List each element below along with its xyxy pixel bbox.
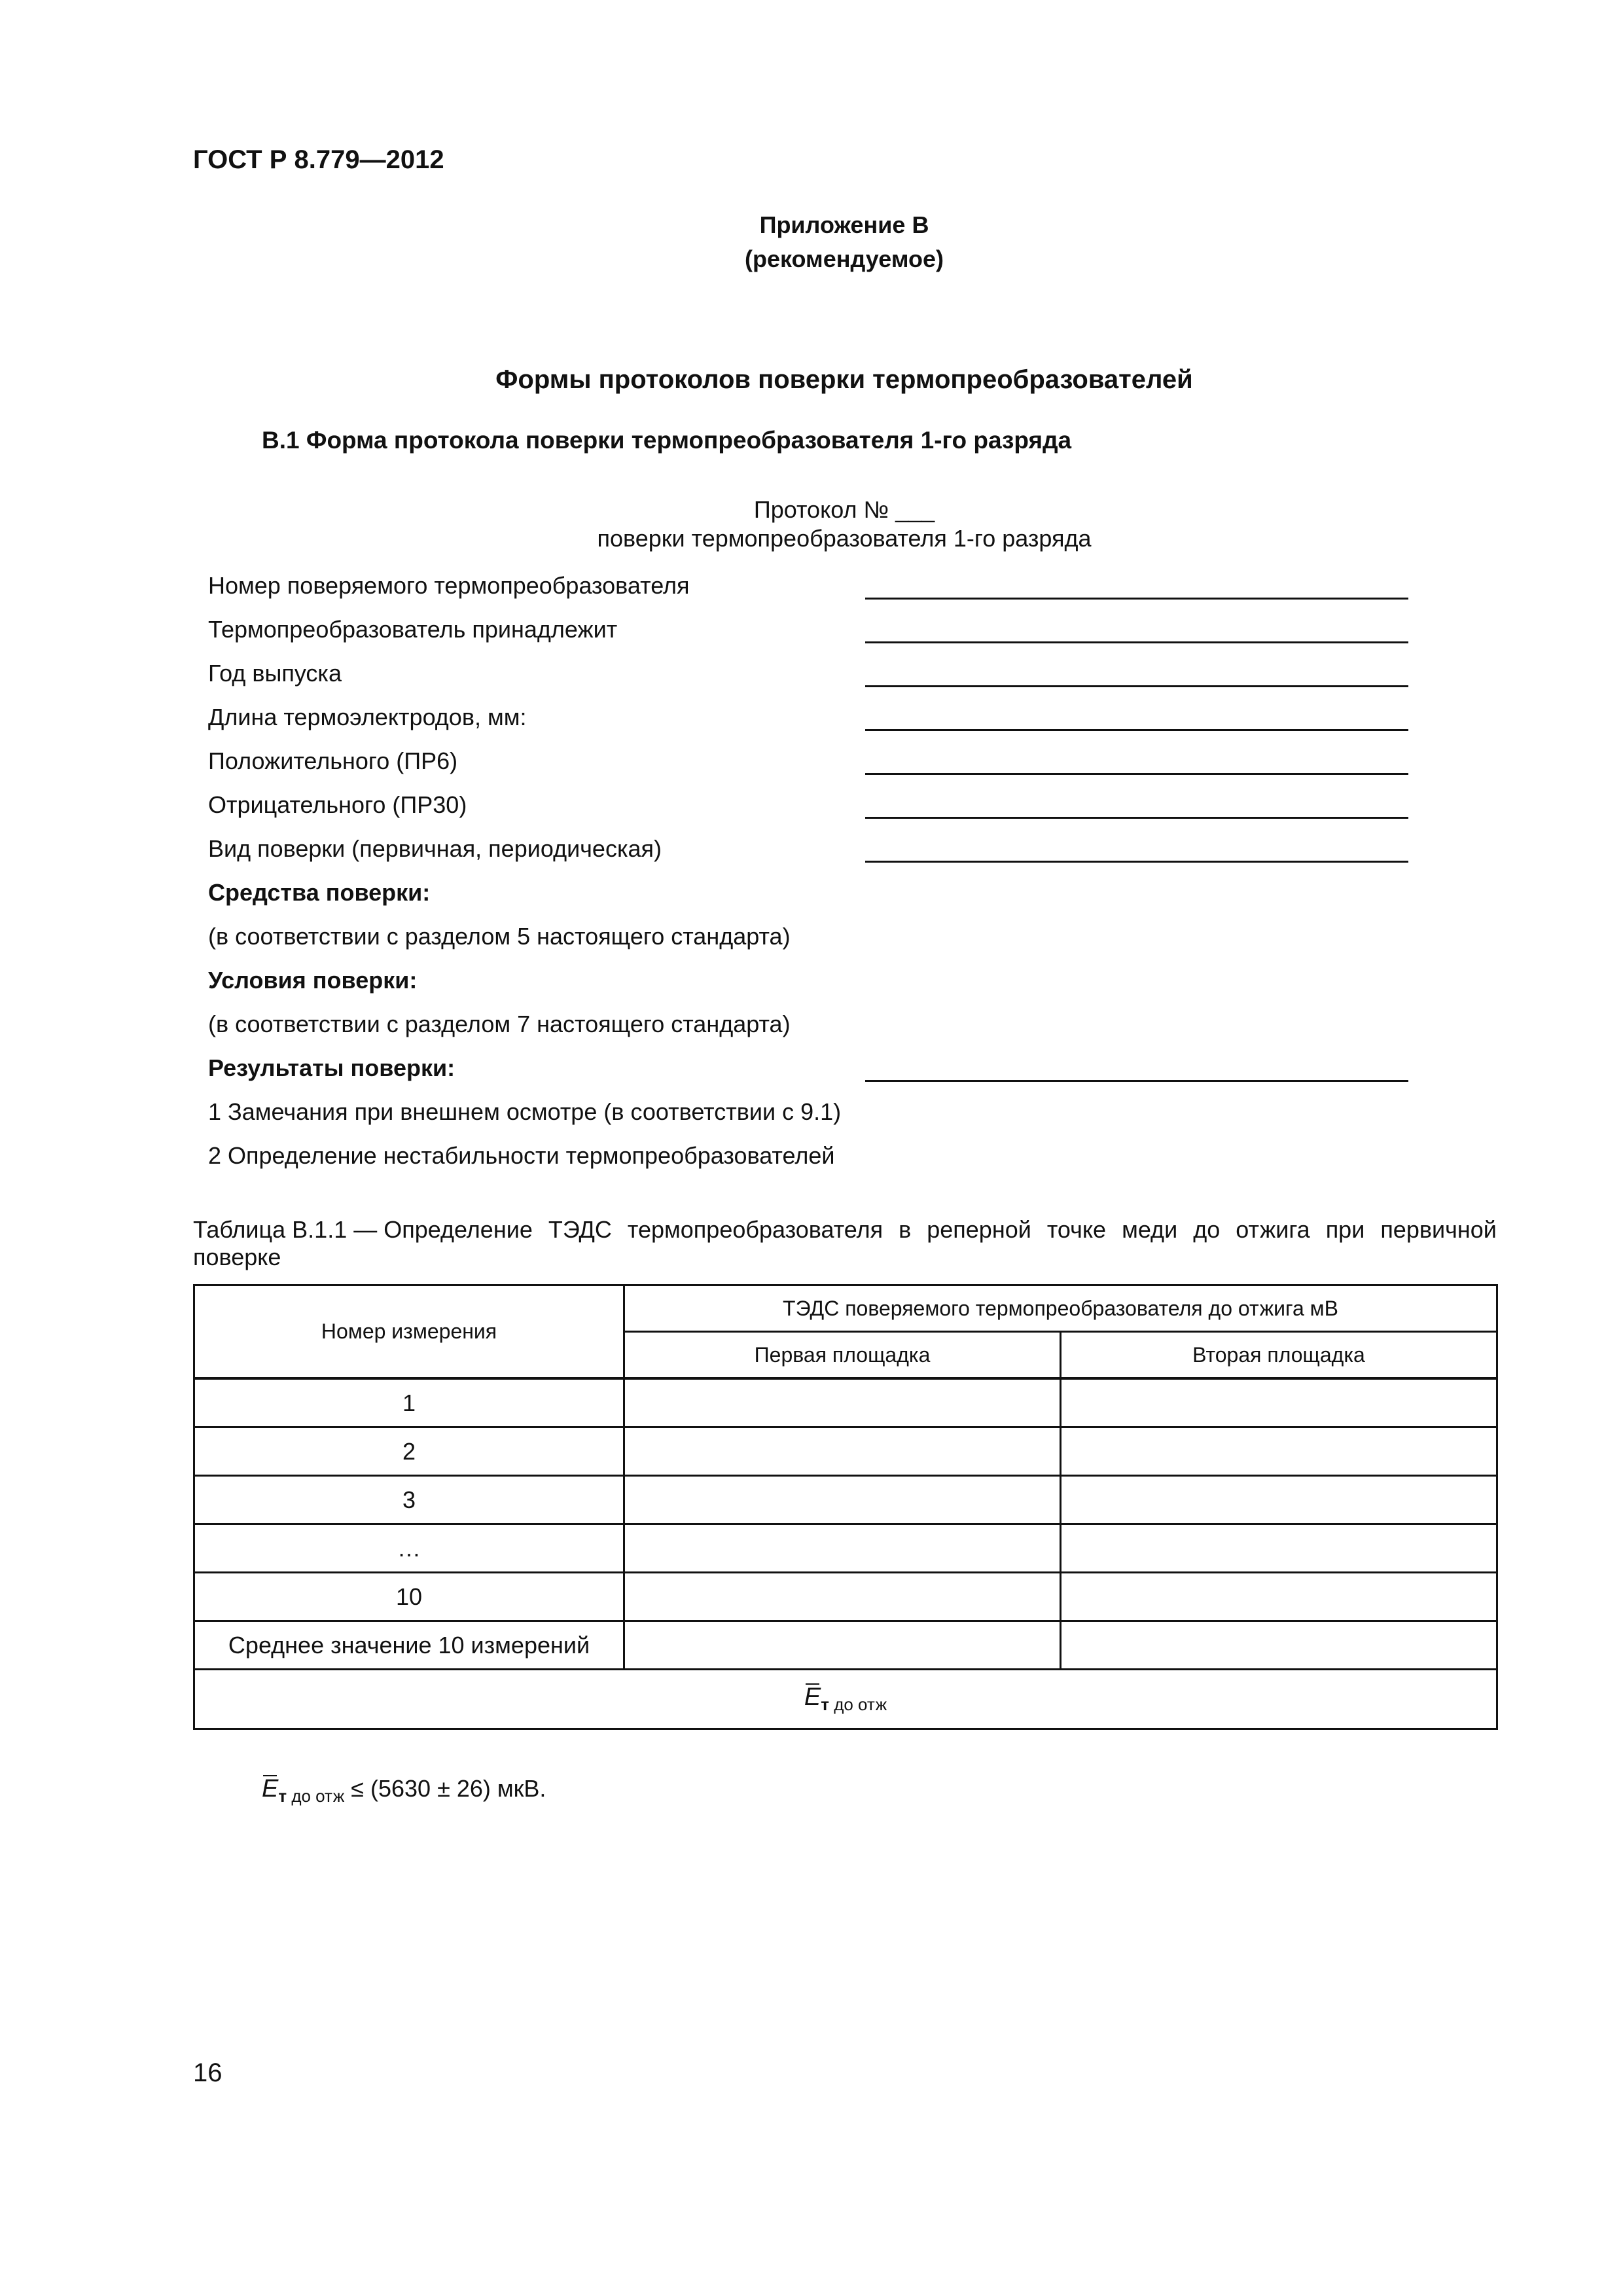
formula-e-symbol: E — [262, 1775, 279, 1803]
field-label-owner: Термопреобразователь принадлежит — [208, 616, 618, 643]
cell-first-plateau[interactable] — [624, 1524, 1061, 1573]
table-row — [194, 1427, 1497, 1476]
header-second-plateau: Вторая площадка — [1061, 1332, 1497, 1379]
appendix-title: Приложение В — [759, 211, 929, 238]
formula-subscript-rest: до отж — [287, 1786, 345, 1806]
field-note-conditions: (в соответствии с разделом 7 настоящего стандарта) — [208, 1011, 791, 1037]
result-item-2: 2 Определение нестабильности термопреобразователей — [208, 1142, 835, 1169]
field-label-verification-means: Средства поверки: — [208, 879, 431, 906]
caption-word: точке — [1046, 1216, 1107, 1243]
row-label: 2 — [194, 1427, 624, 1476]
table-footer-row — [194, 1670, 1497, 1729]
mean-e-subscript: т — [821, 1695, 829, 1714]
cell-second-plateau[interactable] — [1061, 1427, 1497, 1476]
field-label-verification-conditions: Условия поверки: — [208, 967, 418, 994]
row-label: … — [194, 1524, 624, 1573]
cell-first-plateau[interactable] — [624, 1573, 1061, 1621]
field-note-means: (в соответствии с разделом 5 настоящего стандарта) — [208, 923, 791, 950]
caption-line-2: поверке — [193, 1244, 281, 1270]
section-title: В.1 Форма протокола поверки термопреобразователя 1-го разряда — [262, 427, 1072, 454]
caption-word: Таблица В.1.1 — Определение — [193, 1216, 533, 1243]
row-label: 10 — [194, 1573, 624, 1621]
cell-second-plateau[interactable] — [1061, 1573, 1497, 1621]
cell-second-plateau[interactable] — [1061, 1524, 1497, 1573]
caption-word: термопреобразователя — [627, 1216, 883, 1243]
field-line-negative[interactable] — [865, 817, 1408, 819]
caption-word: меди — [1122, 1216, 1178, 1243]
field-label-results: Результаты поверки: — [208, 1054, 455, 1081]
field-line-owner[interactable] — [865, 641, 1408, 643]
result-item-1: 1 Замечания при внешнем осмотре (в соответствии с 9.1) — [208, 1098, 842, 1125]
caption-word: ТЭДС — [548, 1216, 612, 1243]
table-caption — [193, 1216, 1497, 1271]
field-line-electrode-length[interactable] — [865, 729, 1408, 731]
field-label-sensor-number: Номер поверяемого термопреобразователя — [208, 572, 690, 599]
protocol-number-line: Протокол № ___ — [753, 496, 935, 523]
cell-first-plateau[interactable] — [624, 1427, 1061, 1476]
field-line-results[interactable] — [865, 1080, 1408, 1082]
cell-second-plateau-mean[interactable] — [1061, 1621, 1497, 1670]
field-line-year[interactable] — [865, 685, 1408, 687]
caption-word: первичной — [1380, 1216, 1497, 1243]
table-row — [194, 1621, 1497, 1670]
cell-first-plateau[interactable] — [624, 1476, 1061, 1524]
mean-e-symbol: E — [804, 1683, 821, 1711]
caption-word: при — [1325, 1216, 1365, 1243]
row-label-mean: Среднее значение 10 измерений — [194, 1621, 624, 1670]
main-title: Формы протоколов поверки термопреобразователей — [495, 365, 1193, 394]
header-measurement-number: Номер измерения — [194, 1285, 624, 1379]
protocol-subtitle: поверки термопреобразователя 1-го разряда — [597, 525, 1092, 552]
mean-e-subscript-rest: до отж — [829, 1695, 887, 1714]
row-label: 1 — [194, 1378, 624, 1427]
header-first-plateau: Первая площадка — [624, 1332, 1061, 1379]
field-label-electrode-length: Длина термоэлектродов, мм: — [208, 704, 527, 730]
appendix-status: (рекомендуемое) — [745, 245, 944, 272]
cell-second-plateau[interactable] — [1061, 1378, 1497, 1427]
footer-mean-symbol — [194, 1670, 1497, 1729]
cell-first-plateau-mean[interactable] — [624, 1621, 1061, 1670]
field-line-positive[interactable] — [865, 773, 1408, 775]
formula-relation: ≤ (5630 ± 26) мкВ. — [344, 1775, 546, 1802]
table-row — [194, 1378, 1497, 1427]
field-label-verification-type: Вид поверки (первичная, периодическая) — [208, 835, 662, 862]
cell-second-plateau[interactable] — [1061, 1476, 1497, 1524]
field-line-sensor-number[interactable] — [865, 598, 1408, 600]
standard-code: ГОСТ Р 8.779—2012 — [193, 145, 444, 174]
caption-word: в — [899, 1216, 912, 1243]
cell-first-plateau[interactable] — [624, 1378, 1061, 1427]
caption-word: отжига — [1236, 1216, 1310, 1243]
formula-subscript: т — [278, 1786, 287, 1806]
header-tedc-group: ТЭДС поверяемого термопреобразователя до отжига мВ — [624, 1285, 1497, 1332]
field-label-positive: Положительного (ПР6) — [208, 747, 458, 774]
caption-word: до — [1193, 1216, 1221, 1243]
tedc-table — [193, 1284, 1498, 1730]
table-row — [194, 1573, 1497, 1621]
field-label-negative: Отрицательного (ПР30) — [208, 791, 467, 818]
page-number: 16 — [193, 2058, 223, 2087]
field-label-year: Год выпуска — [208, 660, 342, 687]
criterion-formula — [262, 1775, 546, 1806]
row-label: 3 — [194, 1476, 624, 1524]
caption-word: реперной — [927, 1216, 1031, 1243]
field-line-verification-type[interactable] — [865, 861, 1408, 863]
table-row — [194, 1524, 1497, 1573]
table-row — [194, 1476, 1497, 1524]
